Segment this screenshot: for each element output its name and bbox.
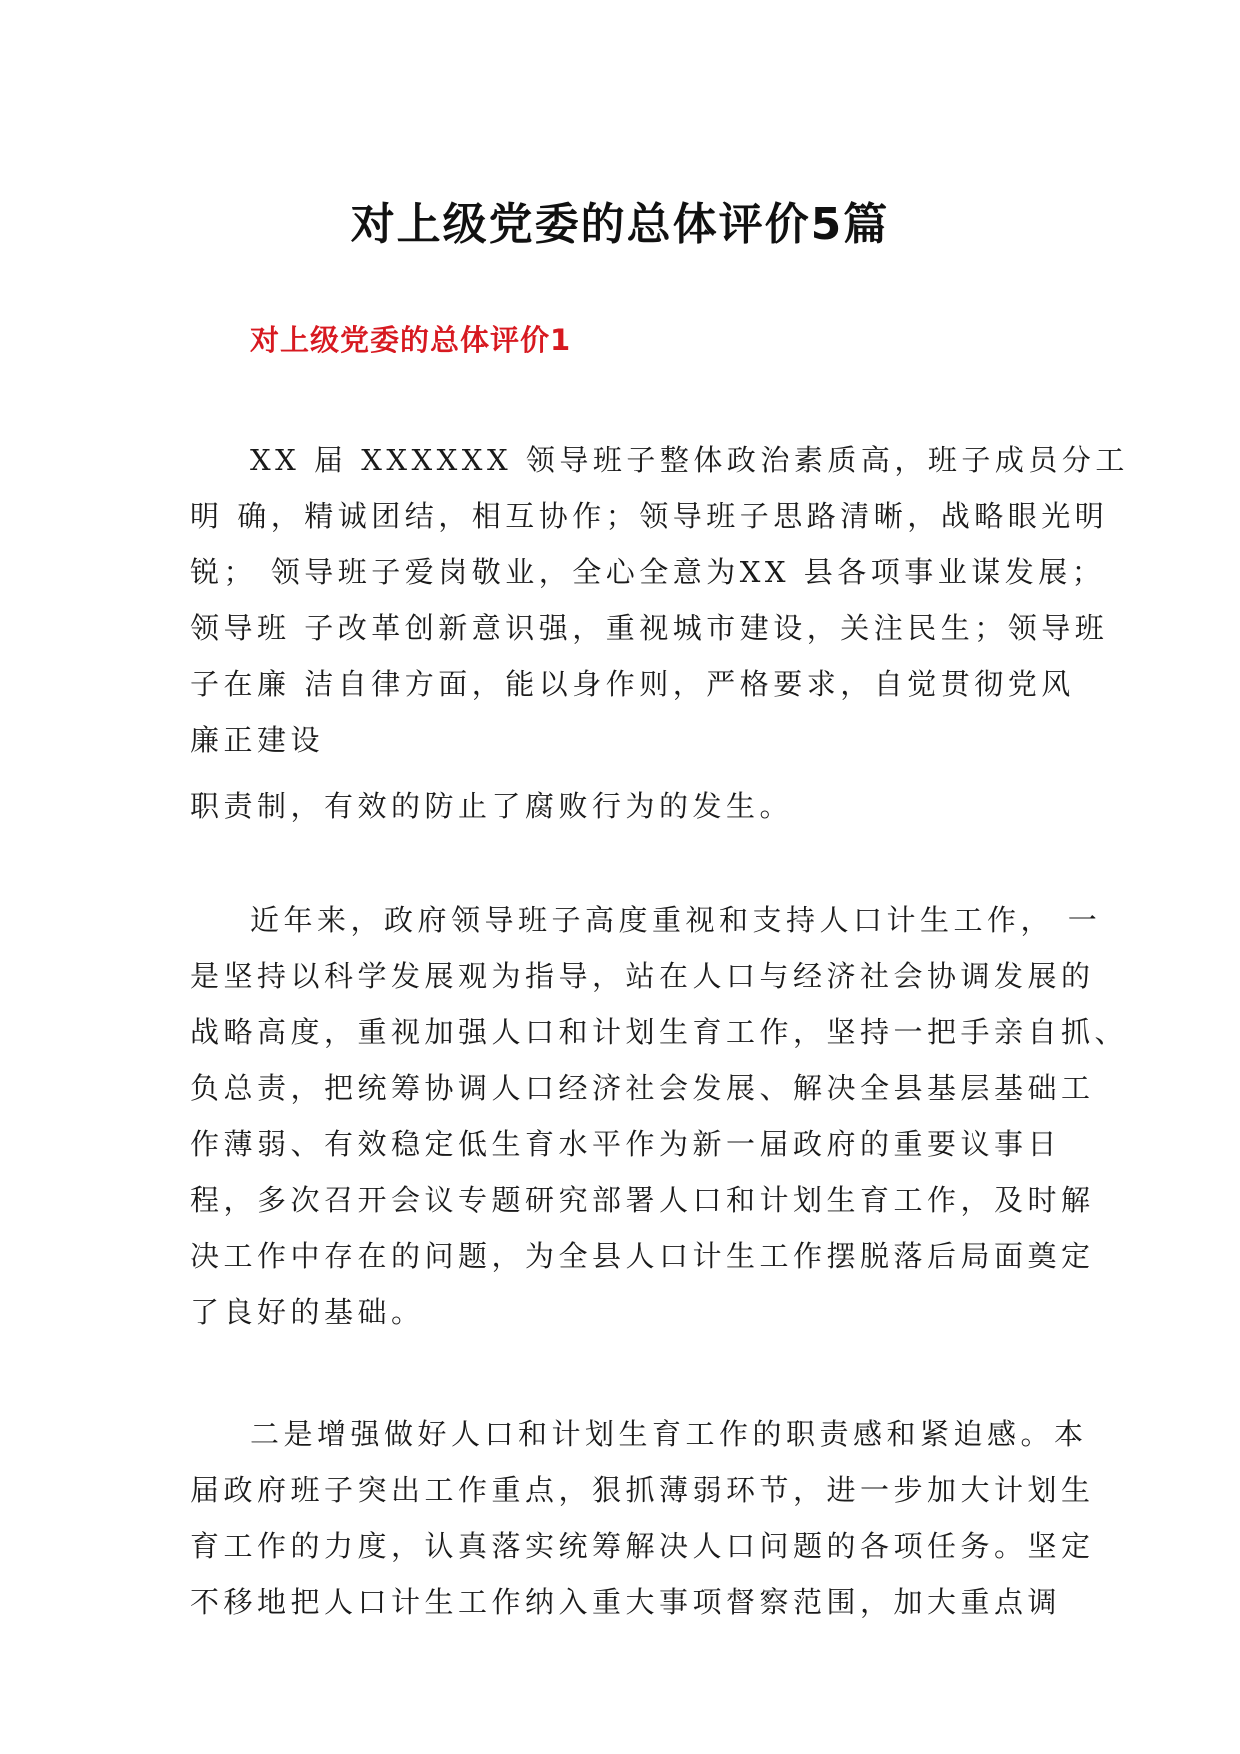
document-title: 对上级党委的总体评价5篇	[350, 199, 890, 250]
paragraph-line: 锐； 领导班子爱岗敬业，全心全意为XX 县各项事业谋发展；	[190, 555, 1106, 589]
paragraph-1-continuation	[190, 778, 1060, 834]
paragraph-3	[190, 1406, 1095, 1630]
paragraph-line: 决工作中存在的问题，为全县人口计生工作摆脱落后局面奠定	[190, 1239, 1095, 1273]
paragraph-line: 是坚持以科学发展观为指导，站在人口与经济社会协调发展的	[190, 959, 1095, 993]
paragraph-line: 二是增强做好人口和计划生育工作的职责感和紧迫感。本	[250, 1417, 1088, 1451]
paragraph-line: 届政府班子突出工作重点，狠抓薄弱环节，进一步加大计划生	[190, 1473, 1095, 1507]
paragraph-2	[190, 892, 1129, 1340]
paragraph-line: 职责制，有效的防止了腐败行为的发生。	[190, 789, 794, 823]
paragraph-line: 战略高度，重视加强人口和计划生育工作，坚持一把手亲自抓、	[190, 1015, 1129, 1049]
paragraph-line: 作薄弱、有效稳定低生育水平作为新一届政府的重要议事日	[190, 1127, 1062, 1161]
paragraph-line: 程，多次召开会议专题研究部署人口和计划生育工作，及时解	[190, 1183, 1095, 1217]
paragraph-line: 了良好的基础。	[190, 1295, 425, 1329]
paragraph-line: 廉正建设	[190, 723, 325, 757]
paragraph-line: 近年来，政府领导班子高度重视和支持人口计生工作， 一	[250, 903, 1102, 937]
section-heading: 对上级党委的总体评价1	[250, 323, 572, 357]
paragraph-line: XX 届 XXXXXX 领导班子整体政治素质高，班子成员分工	[250, 443, 1129, 477]
paragraph-line: 明 确，精诚团结，相互协作；领导班子思路清晰，战略眼光明	[190, 499, 1109, 533]
paragraph-1	[190, 432, 1129, 768]
paragraph-line: 领导班 子改革创新意识强，重视城市建设，关注民生；领导班	[190, 611, 1109, 645]
paragraph-line: 育工作的力度，认真落实统筹解决人口问题的各项任务。坚定	[190, 1529, 1095, 1563]
paragraph-line: 不移地把人口计生工作纳入重大事项督察范围，加大重点调	[190, 1585, 1062, 1619]
paragraph-line: 子在廉 洁自律方面，能以身作则，严格要求，自觉贯彻党风	[190, 667, 1075, 701]
paragraph-line: 负总责，把统筹协调人口经济社会发展、解决全县基层基础工	[190, 1071, 1095, 1105]
